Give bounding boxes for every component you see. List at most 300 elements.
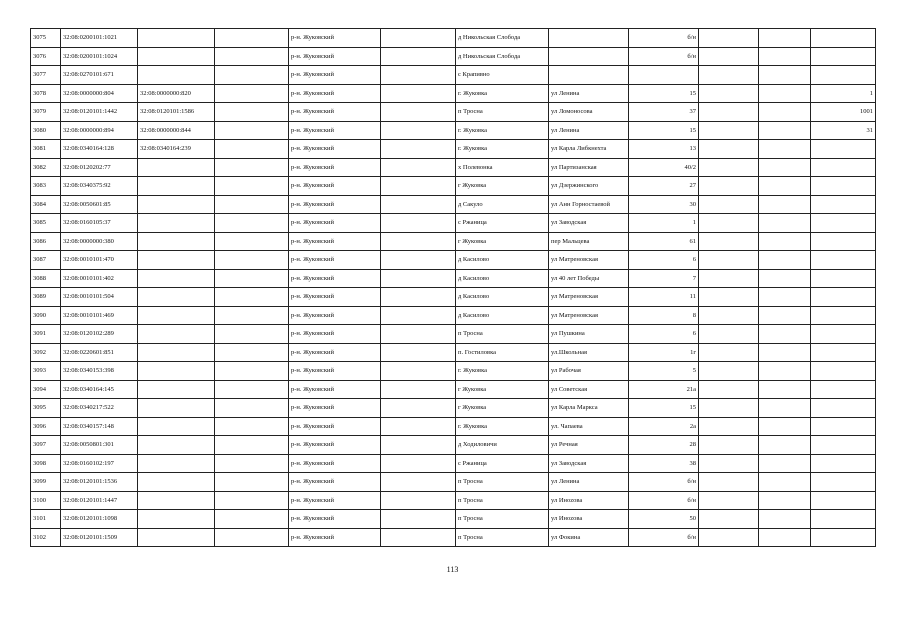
table-cell: [699, 454, 759, 473]
table-cell: [699, 491, 759, 510]
table-cell: [381, 306, 456, 325]
table-cell: [699, 473, 759, 492]
table-cell: [759, 140, 811, 159]
table-cell: 32:08:0340153:398: [61, 362, 138, 381]
table-cell: [699, 47, 759, 66]
table-cell: 32:08:0050801:301: [61, 436, 138, 455]
table-cell: [699, 121, 759, 140]
table-cell: [215, 269, 289, 288]
table-cell: ул Дзержинского: [549, 177, 629, 196]
table-row: [31, 362, 876, 381]
table-cell: [811, 325, 876, 344]
table-cell: [138, 288, 215, 307]
table-cell: [759, 158, 811, 177]
table-cell: 32:08:0340164:239: [138, 140, 215, 159]
table-row: [31, 306, 876, 325]
table-cell: 6: [629, 325, 699, 344]
table-cell: [811, 177, 876, 196]
table-row: [31, 510, 876, 529]
table-cell: 3093: [31, 362, 61, 381]
table-cell: 21а: [629, 380, 699, 399]
table-cell: с Крапивно: [456, 66, 549, 85]
table-cell: р-н. Жуковский: [289, 417, 381, 436]
table-cell: [215, 380, 289, 399]
table-cell: ул Заводская: [549, 214, 629, 233]
table-cell: [138, 251, 215, 270]
table-cell: 1: [811, 84, 876, 103]
table-cell: 3087: [31, 251, 61, 270]
table-cell: д Ходиловичи: [456, 436, 549, 455]
table-cell: [138, 232, 215, 251]
table-cell: ул.Школьная: [549, 343, 629, 362]
table-cell: г Жуковка: [456, 380, 549, 399]
table-cell: [381, 343, 456, 362]
table-cell: 15: [629, 399, 699, 418]
table-row: [31, 251, 876, 270]
table-cell: 32:08:0160105:37: [61, 214, 138, 233]
table-cell: ул Матреновская: [549, 288, 629, 307]
table-cell: 3080: [31, 121, 61, 140]
table-cell: [811, 306, 876, 325]
table-row: [31, 417, 876, 436]
table-cell: р-н. Жуковский: [289, 473, 381, 492]
table-row: [31, 343, 876, 362]
table-cell: г. Жуковка: [456, 417, 549, 436]
table-cell: [138, 177, 215, 196]
table-cell: 32:08:0120101:1098: [61, 510, 138, 529]
table-cell: [215, 158, 289, 177]
table-cell: [138, 510, 215, 529]
table-cell: [759, 288, 811, 307]
table-cell: р-н. Жуковский: [289, 362, 381, 381]
table-cell: ул Пушкина: [549, 325, 629, 344]
table-cell: [759, 362, 811, 381]
table-cell: 3075: [31, 29, 61, 48]
table-row: [31, 121, 876, 140]
table-cell: [759, 251, 811, 270]
table-cell: [215, 84, 289, 103]
table-cell: п Тросна: [456, 491, 549, 510]
table-row: [31, 399, 876, 418]
table-cell: [759, 66, 811, 85]
registry-table: [30, 28, 876, 547]
table-cell: 11: [629, 288, 699, 307]
table-cell: 27: [629, 177, 699, 196]
table-cell: [699, 325, 759, 344]
table-cell: [811, 491, 876, 510]
table-cell: 32:08:0120101:1586: [138, 103, 215, 122]
table-cell: [138, 454, 215, 473]
table-cell: [811, 288, 876, 307]
table-cell: [811, 380, 876, 399]
table-cell: [699, 66, 759, 85]
table-cell: [381, 491, 456, 510]
table-cell: [215, 47, 289, 66]
table-cell: [138, 399, 215, 418]
table-cell: [699, 528, 759, 547]
table-cell: р-н. Жуковский: [289, 380, 381, 399]
table-row: [31, 436, 876, 455]
table-cell: [381, 140, 456, 159]
table-cell: р-н. Жуковский: [289, 158, 381, 177]
table-cell: ул Ленина: [549, 84, 629, 103]
table-cell: [759, 47, 811, 66]
table-cell: 32:08:0340217:522: [61, 399, 138, 418]
table-cell: 15: [629, 84, 699, 103]
table-cell: [381, 251, 456, 270]
table-cell: [699, 436, 759, 455]
table-cell: [811, 343, 876, 362]
table-cell: ул Речная: [549, 436, 629, 455]
table-cell: [759, 380, 811, 399]
registry-table-body: [31, 29, 876, 547]
table-cell: ул Рабочая: [549, 362, 629, 381]
table-cell: [699, 84, 759, 103]
table-cell: [811, 29, 876, 48]
table-cell: [811, 47, 876, 66]
table-cell: ул Ломоносова: [549, 103, 629, 122]
table-cell: 3085: [31, 214, 61, 233]
table-cell: [138, 343, 215, 362]
table-cell: [381, 177, 456, 196]
table-cell: 3077: [31, 66, 61, 85]
table-cell: 3081: [31, 140, 61, 159]
table-cell: [381, 417, 456, 436]
table-cell: [138, 491, 215, 510]
table-row: [31, 269, 876, 288]
table-cell: [381, 325, 456, 344]
table-cell: [759, 306, 811, 325]
table-cell: д Касилово: [456, 251, 549, 270]
table-cell: ул. Чапаева: [549, 417, 629, 436]
table-cell: р-н. Жуковский: [289, 103, 381, 122]
table-row: [31, 103, 876, 122]
table-cell: 5: [629, 362, 699, 381]
table-cell: [759, 491, 811, 510]
table-cell: д Никольская Слобода: [456, 47, 549, 66]
table-cell: [215, 121, 289, 140]
table-cell: [699, 362, 759, 381]
table-cell: ул Партизанская: [549, 158, 629, 177]
table-cell: 3079: [31, 103, 61, 122]
table-row: [31, 473, 876, 492]
table-cell: [759, 343, 811, 362]
table-cell: р-н. Жуковский: [289, 195, 381, 214]
table-cell: пер Мальцева: [549, 232, 629, 251]
table-row: [31, 232, 876, 251]
table-cell: 3094: [31, 380, 61, 399]
table-cell: р-н. Жуковский: [289, 343, 381, 362]
page-number: 113: [446, 565, 459, 574]
table-cell: 32:08:0000000:804: [61, 84, 138, 103]
table-cell: [215, 325, 289, 344]
table-cell: [215, 214, 289, 233]
table-row: [31, 66, 876, 85]
table-cell: с Ржаница: [456, 214, 549, 233]
table-cell: [215, 140, 289, 159]
table-cell: [811, 214, 876, 233]
table-cell: г Жуковка: [456, 399, 549, 418]
table-cell: [699, 195, 759, 214]
table-cell: [138, 158, 215, 177]
table-cell: [549, 66, 629, 85]
table-cell: 32:08:0000000:844: [138, 121, 215, 140]
table-cell: [138, 417, 215, 436]
table-cell: [381, 195, 456, 214]
table-cell: 3089: [31, 288, 61, 307]
table-cell: [215, 306, 289, 325]
table-cell: 32:08:0010101:504: [61, 288, 138, 307]
table-row: [31, 214, 876, 233]
table-cell: 32:08:0120202:77: [61, 158, 138, 177]
table-cell: [381, 436, 456, 455]
table-cell: [811, 436, 876, 455]
table-cell: [699, 158, 759, 177]
table-cell: [699, 269, 759, 288]
table-cell: [138, 214, 215, 233]
table-cell: с Ржаница: [456, 454, 549, 473]
table-cell: [138, 362, 215, 381]
table-cell: 8: [629, 306, 699, 325]
table-cell: 3098: [31, 454, 61, 473]
table-cell: 3099: [31, 473, 61, 492]
table-cell: 32:08:0160102:197: [61, 454, 138, 473]
table-cell: [381, 510, 456, 529]
table-cell: [699, 251, 759, 270]
table-cell: [215, 491, 289, 510]
table-cell: 32:08:0340375:92: [61, 177, 138, 196]
table-cell: д Никольская Слобода: [456, 29, 549, 48]
table-cell: [759, 177, 811, 196]
table-cell: 3083: [31, 177, 61, 196]
table-cell: 32:08:0340164:128: [61, 140, 138, 159]
table-cell: ул Карла Маркса: [549, 399, 629, 418]
table-cell: 61: [629, 232, 699, 251]
table-cell: 32:08:0120101:1447: [61, 491, 138, 510]
table-cell: п Тросна: [456, 325, 549, 344]
table-cell: 3088: [31, 269, 61, 288]
table-cell: г. Жуковка: [456, 140, 549, 159]
table-cell: р-н. Жуковский: [289, 47, 381, 66]
table-cell: р-н. Жуковский: [289, 528, 381, 547]
table-cell: р-н. Жуковский: [289, 66, 381, 85]
table-cell: [759, 29, 811, 48]
table-cell: [811, 473, 876, 492]
table-cell: [759, 325, 811, 344]
table-cell: [215, 362, 289, 381]
table-cell: [759, 473, 811, 492]
table-cell: [215, 473, 289, 492]
table-cell: [215, 288, 289, 307]
table-cell: п. Гостиловка: [456, 343, 549, 362]
table-cell: [811, 510, 876, 529]
table-cell: 50: [629, 510, 699, 529]
table-cell: [811, 66, 876, 85]
table-cell: 32:08:0050601:85: [61, 195, 138, 214]
table-cell: [215, 454, 289, 473]
table-cell: [811, 528, 876, 547]
table-cell: [138, 306, 215, 325]
table-cell: [549, 29, 629, 48]
table-cell: [215, 232, 289, 251]
table-cell: [381, 214, 456, 233]
table-cell: [215, 528, 289, 547]
table-cell: [629, 66, 699, 85]
table-cell: [381, 269, 456, 288]
table-cell: 3095: [31, 399, 61, 418]
table-cell: [699, 177, 759, 196]
table-cell: 2а: [629, 417, 699, 436]
table-cell: б/н: [629, 47, 699, 66]
table-row: [31, 195, 876, 214]
table-cell: [699, 29, 759, 48]
table-cell: р-н. Жуковский: [289, 232, 381, 251]
table-cell: б/н: [629, 473, 699, 492]
table-cell: р-н. Жуковский: [289, 177, 381, 196]
table-cell: [759, 436, 811, 455]
table-cell: [759, 269, 811, 288]
table-cell: 1: [629, 214, 699, 233]
table-cell: [699, 306, 759, 325]
table-cell: [699, 343, 759, 362]
table-cell: [699, 232, 759, 251]
table-cell: 6: [629, 251, 699, 270]
table-cell: [381, 103, 456, 122]
table-cell: 3092: [31, 343, 61, 362]
table-row: [31, 454, 876, 473]
table-cell: 3090: [31, 306, 61, 325]
table-cell: [138, 195, 215, 214]
table-cell: [215, 177, 289, 196]
table-cell: 32:08:0120101:1509: [61, 528, 138, 547]
table-cell: р-н. Жуковский: [289, 269, 381, 288]
table-cell: [215, 103, 289, 122]
table-row: [31, 528, 876, 547]
table-cell: [381, 158, 456, 177]
table-cell: 32:08:0120102:289: [61, 325, 138, 344]
table-cell: р-н. Жуковский: [289, 29, 381, 48]
table-cell: 3078: [31, 84, 61, 103]
table-cell: 32:08:0000000:820: [138, 84, 215, 103]
table-cell: г. Жуковка: [456, 84, 549, 103]
table-cell: [215, 195, 289, 214]
registry-sheet: [30, 28, 876, 547]
table-cell: [699, 214, 759, 233]
table-cell: [811, 399, 876, 418]
table-cell: п Тросна: [456, 473, 549, 492]
table-cell: ул Советская: [549, 380, 629, 399]
table-cell: [699, 417, 759, 436]
table-cell: [138, 473, 215, 492]
table-cell: 13: [629, 140, 699, 159]
table-cell: р-н. Жуковский: [289, 454, 381, 473]
table-cell: д Сакуло: [456, 195, 549, 214]
table-cell: [381, 288, 456, 307]
table-cell: 32:08:0270101:671: [61, 66, 138, 85]
table-cell: р-н. Жуковский: [289, 251, 381, 270]
table-cell: р-н. Жуковский: [289, 288, 381, 307]
table-cell: д Касилово: [456, 306, 549, 325]
table-row: [31, 47, 876, 66]
table-cell: 32:08:0340157:148: [61, 417, 138, 436]
table-cell: [381, 362, 456, 381]
table-cell: [759, 121, 811, 140]
table-cell: [699, 140, 759, 159]
table-cell: [549, 47, 629, 66]
table-cell: [215, 343, 289, 362]
table-cell: [381, 84, 456, 103]
table-cell: б/н: [629, 491, 699, 510]
table-cell: [138, 47, 215, 66]
table-cell: р-н. Жуковский: [289, 140, 381, 159]
table-cell: п Тросна: [456, 528, 549, 547]
table-cell: [811, 195, 876, 214]
table-cell: 32:08:0010101:469: [61, 306, 138, 325]
table-cell: 37: [629, 103, 699, 122]
table-cell: ул Ленина: [549, 121, 629, 140]
table-cell: [381, 473, 456, 492]
table-cell: ул Матреновская: [549, 251, 629, 270]
table-cell: [138, 66, 215, 85]
table-cell: ул Матреновская: [549, 306, 629, 325]
table-cell: [381, 528, 456, 547]
table-cell: 3097: [31, 436, 61, 455]
table-cell: [811, 454, 876, 473]
table-row: [31, 288, 876, 307]
table-cell: [215, 251, 289, 270]
table-cell: 1001: [811, 103, 876, 122]
table-cell: [699, 510, 759, 529]
table-cell: [215, 29, 289, 48]
table-cell: 40/2: [629, 158, 699, 177]
table-cell: р-н. Жуковский: [289, 491, 381, 510]
table-cell: [138, 436, 215, 455]
table-cell: 38: [629, 454, 699, 473]
table-row: [31, 491, 876, 510]
table-cell: 32:08:0010101:402: [61, 269, 138, 288]
table-cell: [759, 84, 811, 103]
table-cell: [381, 47, 456, 66]
table-cell: [759, 528, 811, 547]
table-cell: п Тросна: [456, 103, 549, 122]
table-cell: 32:08:0220601:851: [61, 343, 138, 362]
table-cell: [759, 399, 811, 418]
table-cell: р-н. Жуковский: [289, 325, 381, 344]
table-cell: 32:08:0200101:1024: [61, 47, 138, 66]
table-cell: [811, 251, 876, 270]
table-cell: [381, 29, 456, 48]
table-cell: ул Иноzова: [549, 491, 629, 510]
table-cell: 32:08:0200101:1021: [61, 29, 138, 48]
table-cell: [215, 510, 289, 529]
table-cell: [699, 103, 759, 122]
table-cell: п Тросна: [456, 510, 549, 529]
table-cell: б/н: [629, 528, 699, 547]
table-cell: [138, 29, 215, 48]
table-cell: [699, 399, 759, 418]
table-cell: г. Жуковка: [456, 362, 549, 381]
table-cell: р-н. Жуковский: [289, 306, 381, 325]
table-cell: [811, 417, 876, 436]
table-cell: б/н: [629, 29, 699, 48]
table-cell: [811, 140, 876, 159]
table-cell: [759, 232, 811, 251]
table-cell: 32:08:0120101:1536: [61, 473, 138, 492]
table-cell: 30: [629, 195, 699, 214]
table-cell: д Касилово: [456, 288, 549, 307]
table-cell: р-н. Жуковский: [289, 436, 381, 455]
table-cell: ул Ленина: [549, 473, 629, 492]
